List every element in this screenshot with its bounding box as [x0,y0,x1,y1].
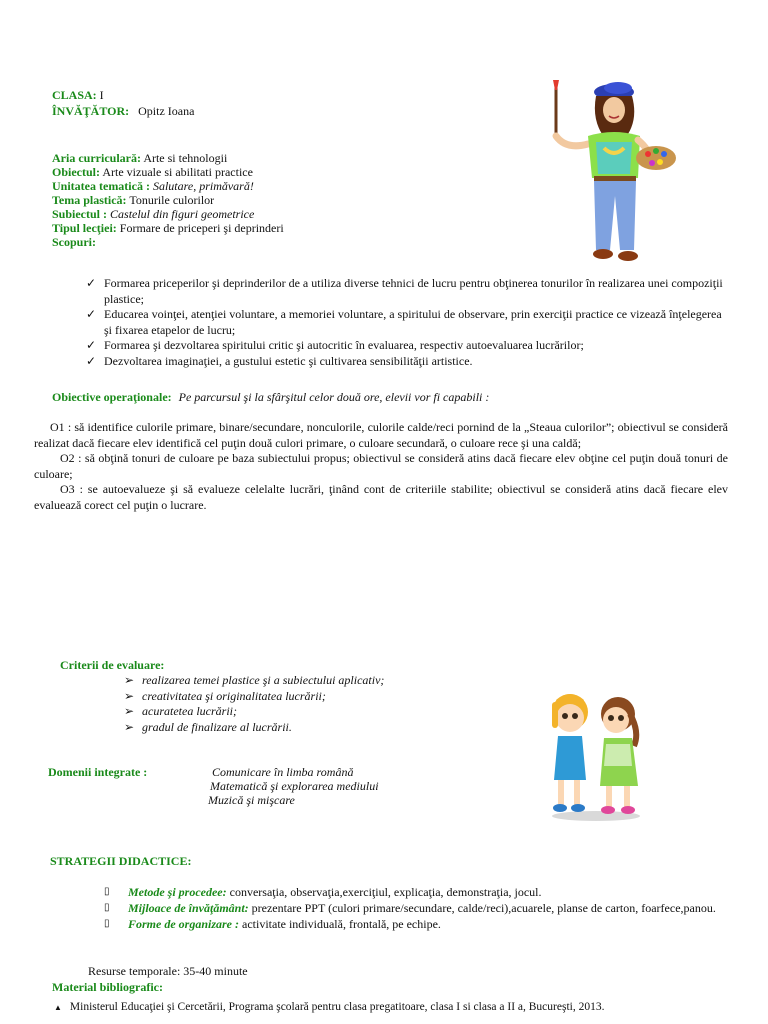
objectives-label: Obiective operaţionale: [52,390,172,404]
meta-value: Arte si tehnologii [143,151,228,165]
meta-row [52,165,512,179]
strategies-list [104,884,732,932]
criteria-list [124,673,484,735]
meta-value: Tonurile culorilor [129,193,215,207]
bibliography-item [54,1000,604,1015]
lesson-meta [52,151,512,249]
teacher-name: Opitz Ioana [138,104,195,118]
list-item [86,338,726,354]
list-item [104,900,732,916]
meta-label: Subiectul : [52,207,108,221]
class-label: CLASA: [52,88,97,102]
bullet-square-icon: ▯ [104,886,110,897]
meta-label: Scopuri: [52,235,97,249]
domains-list [210,765,379,807]
strategy-text: prezentare PPT (culori primare/secundare, calde/reci),acuarele, planse de carton, foarfece,panou. [248,901,716,915]
time-resources: Resurse temporale: 35-40 minute [88,964,248,978]
meta-row [52,151,512,165]
bibliography-title: Material bibliografic: [52,980,163,994]
strategy-text: conversaţia, observaţia,exerciţiul, explicaţia, demonstraţia, jocul. [226,885,542,899]
goal-text: Formarea priceperilor şi deprinderilor de a utiliza diverse tehnici de lucru pentru obţinerea tonurilor în realizarea unei compoziţii plastice; [104,276,723,306]
check-icon: ✓ [86,338,97,352]
strategy-text: activitate individuală, frontală, pe echipe. [239,917,441,931]
objective-code: O2 [60,451,75,465]
list-item [124,704,484,720]
meta-value: Castelul din figuri geometrice [110,207,255,221]
kids-illustration [540,688,650,822]
list-item [86,354,726,370]
meta-row [52,235,512,249]
teacher-line [52,104,194,118]
meta-row [52,221,512,235]
meta-value: Arte vizuale si abilitati practice [102,165,253,179]
class-line [52,88,104,102]
arrow-bullet-icon: ➢ [124,673,135,687]
meta-label: Tema plastică: [52,193,127,207]
list-item [86,276,726,307]
painter-illustration [548,78,680,264]
list-item: Comunicare în limba română [212,765,354,779]
criteria-text: gradul de finalizare al lucrării. [142,719,292,734]
objective-code: O3 [60,482,75,496]
bullet-square-icon: ▯ [104,902,110,913]
goals-list [86,276,726,369]
list-item [124,720,484,736]
meta-value: Formare de priceperi şi deprinderi [119,221,284,235]
objective-text: : să identifice culorile primare, binare/secundare, nonculorile, culorile calde/reci pornind de la „Steaua culorilor”; obiectivul se consideră realizat dacă fiecare elev identifică cel puţin două culori primare, o culoare secundară, o culoare rece şi una caldă; [34,420,728,450]
bullet-square-icon: ▯ [104,918,110,929]
list-item: Matematică şi explorarea mediului [210,779,379,793]
check-icon: ✓ [86,307,97,321]
meta-label: Obiectul: [52,165,100,179]
strategies-title: STRATEGII DIDACTICE: [50,854,192,868]
list-item [124,673,484,689]
objectives-block [34,420,728,513]
meta-row [52,193,512,207]
objective-code: O1 [50,420,65,434]
meta-row [52,207,512,221]
objective-text: : se autoevalueze şi să evalueze celelalte lucrări, ţinând cont de criteriile stabilite; obiectivul se consideră atins dacă fiecare elev evaluează corect cel puţin o lucrare. [34,482,728,512]
goal-text: Dezvoltarea imaginaţiei, a gustului estetic şi cultivarea sensibilităţii artistice. [104,353,473,368]
goal-text: Formarea şi dezvoltarea spiritului critic şi autocritic în evaluarea, respectiv autoevaluarea lucrărilor; [104,338,584,352]
bibliography-text: Ministerul Educaţiei şi Cercetării, Programa şcolară pentru clasa pregatitoare, clasa I si clasa a II a, Bucureşti, 2013. [69,1001,605,1013]
criteria-title: Criterii de evaluare: [60,658,165,672]
list-item [104,884,732,900]
strategy-label: Mijloace de învăţământ: [128,901,249,915]
list-item [104,916,732,932]
meta-value: Salutare, primăvară! [152,179,254,193]
meta-label: Unitatea tematică : [52,179,150,193]
objective-text: : să obţină tonuri de culoare pe baza subiectului propus; obiectivul se consideră atins dacă fiecare elev obţine cel puţin două tonuri de culoare; [34,451,728,481]
list-item [86,307,726,338]
meta-row [52,179,512,193]
meta-label: Aria curriculară: [52,151,141,165]
criteria-text: creativitatea şi originalitatea lucrării; [142,688,326,703]
strategy-label: Metode şi procedee: [128,885,227,899]
meta-label: Tipul lecţiei: [52,221,117,235]
arrow-bullet-icon: ➢ [124,688,135,703]
objective-paragraph [34,482,728,513]
teacher-label: ÎNVĂŢĂTOR: [52,104,130,118]
list-item [124,689,484,705]
check-icon: ✓ [86,353,97,368]
arrow-bullet-icon: ➢ [124,704,135,718]
objective-paragraph [34,451,728,482]
class-value: I [99,88,104,102]
objectives-intro: Pe parcursul şi la sfârşitul celor două ore, elevii vor fi capabili : [178,390,490,404]
check-icon: ✓ [86,276,97,290]
domains-title: Domenii integrate : [48,765,148,779]
arrow-bullet-icon: ➢ [124,719,135,734]
goal-text: Educarea voinţei, atenţiei voluntare, a memoriei voluntare, a spiritului de observare, prin exerciţii practice ce vizează înţelegerea şi fixarea etapelor de lucru; [104,307,722,337]
triangle-bullet-icon: ▲ [54,1003,62,1012]
strategy-label: Forme de organizare : [128,917,239,931]
criteria-text: acuratetea lucrării; [142,704,237,718]
criteria-text: realizarea temei plastice şi a subiectului aplicativ; [142,673,385,687]
objective-paragraph [34,420,728,451]
objectives-heading [52,390,489,404]
list-item: Muzică şi mişcare [208,793,295,807]
